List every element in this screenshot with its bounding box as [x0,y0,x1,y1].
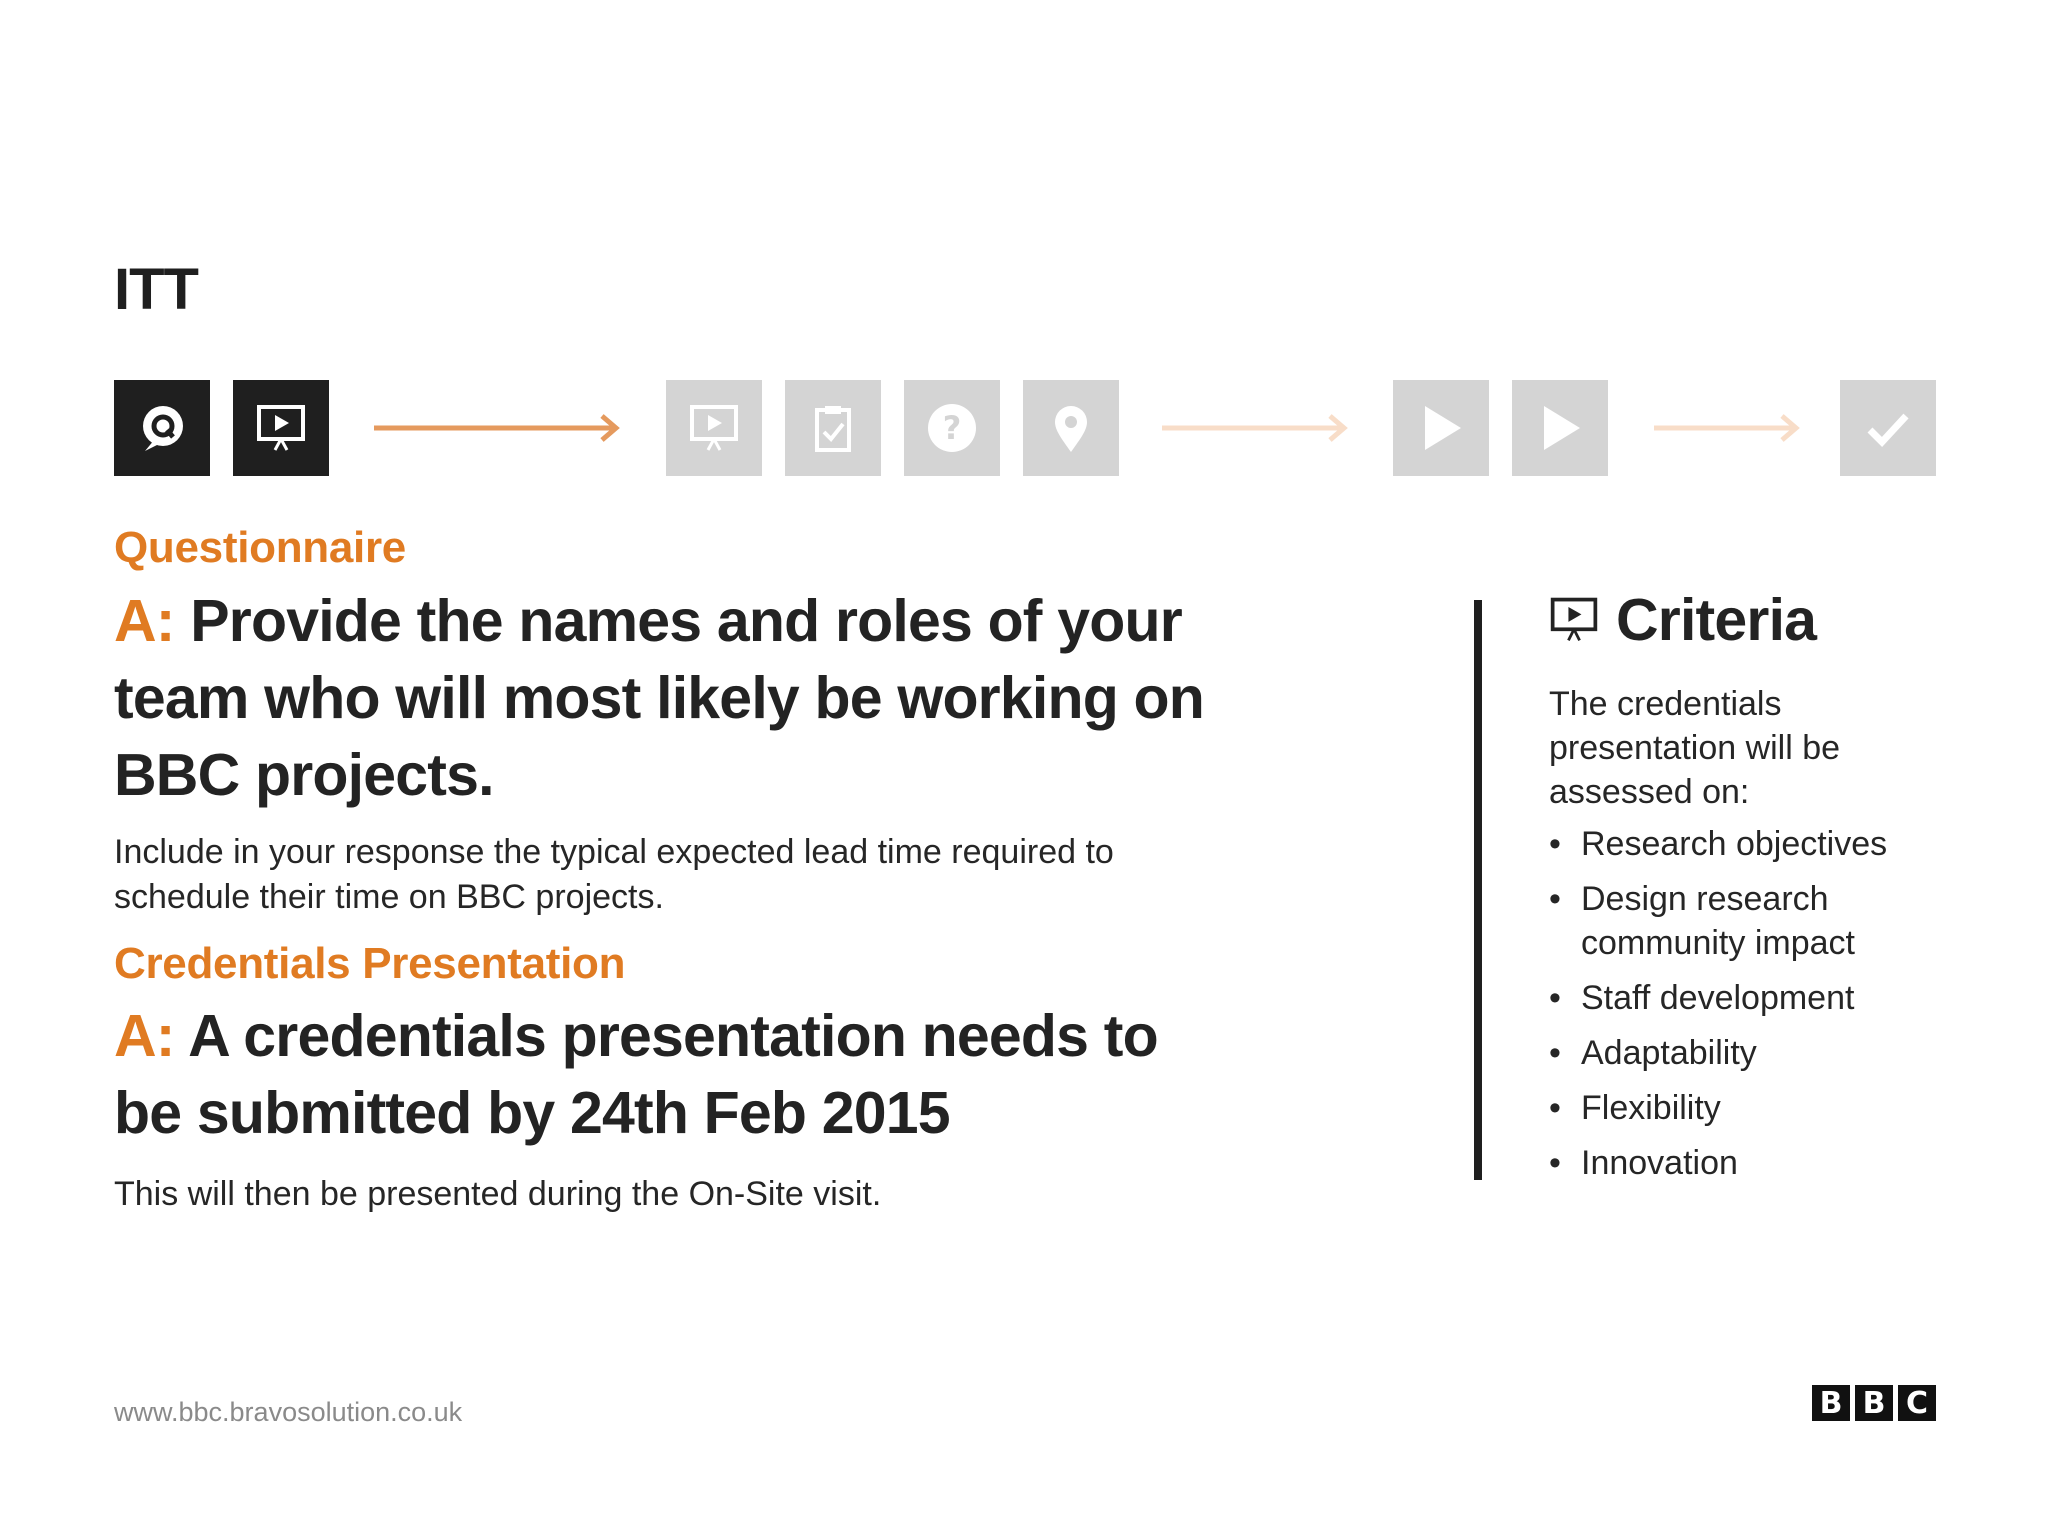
list-item [1549,822,1941,866]
answer-text: Provide the names and roles of your team who will most likely be working on BBC projects. [114,588,1205,808]
criteria-item: Flexibility [1581,1089,1721,1127]
logo-block: C [1898,1385,1936,1421]
presentation-icon [686,400,742,456]
progress-arrow-2 [1162,410,1352,446]
step-complete[interactable] [1840,380,1936,476]
step-presentation[interactable] [233,380,329,476]
criteria-item: Staff development [1581,979,1855,1017]
bullet: • [1549,880,1561,918]
location-pin-icon [1043,400,1099,456]
questionnaire-icon [133,399,191,457]
answer-prefix: A: [114,1003,175,1069]
answer-text: A credentials presentation needs to be submitted by 24th Feb 2015 [114,1003,1158,1146]
criteria-item: Adaptability [1581,1034,1757,1072]
criteria-list [1549,822,1941,1196]
step-play-1[interactable] [1393,380,1489,476]
presentation-icon [1548,594,1600,646]
credentials-answer [114,998,1194,1152]
list-item [1549,1031,1941,1075]
list-item [1549,976,1941,1020]
play-icon [1413,400,1469,456]
bullet: • [1549,1144,1561,1182]
credentials-label: Credentials Presentation [114,939,626,988]
footer-url[interactable]: www.bbc.bravosolution.co.uk [114,1397,463,1427]
progress-arrow-1 [374,410,624,446]
bullet: • [1549,979,1561,1017]
list-item [1549,1086,1941,1130]
step-presentation-2[interactable] [666,380,762,476]
clipboard-check-icon [805,400,861,456]
criteria-title: Criteria [1616,587,1817,653]
logo-block: B [1812,1385,1850,1421]
step-question[interactable] [904,380,1000,476]
column-divider [1474,600,1482,1180]
logo-block: B [1855,1385,1893,1421]
criteria-heading [1548,586,1816,654]
questionnaire-answer [114,583,1274,814]
page-title: ITT [114,257,198,322]
bullet: • [1549,1034,1561,1072]
questionnaire-detail: Include in your response the typical expected lead time required to schedule their time on BBC projects. [114,833,1114,916]
step-clipboard[interactable] [785,380,881,476]
step-questionnaire[interactable] [114,380,210,476]
criteria-intro: The credentials presentation will be assessed on: [1549,685,1841,811]
credentials-detail: This will then be presented during the On-Site visit. [114,1175,882,1213]
play-icon [1532,400,1588,456]
bullet: • [1549,1089,1561,1127]
step-location[interactable] [1023,380,1119,476]
criteria-item: Design research community impact [1581,880,1855,962]
checkmark-icon [1860,400,1916,456]
svg-text:?: ? [942,409,962,447]
questionnaire-label: Questionnaire [114,523,406,572]
presentation-icon [253,400,309,456]
criteria-item: Innovation [1581,1144,1738,1182]
list-item [1549,877,1901,965]
list-item [1549,1141,1941,1185]
progress-arrow-3 [1654,410,1804,446]
bbc-logo [1812,1385,1936,1421]
criteria-item: Research objectives [1581,825,1888,863]
answer-prefix: A: [114,588,175,654]
bullet: • [1549,825,1561,863]
step-play-2[interactable] [1512,380,1608,476]
question-mark-icon [924,400,980,456]
